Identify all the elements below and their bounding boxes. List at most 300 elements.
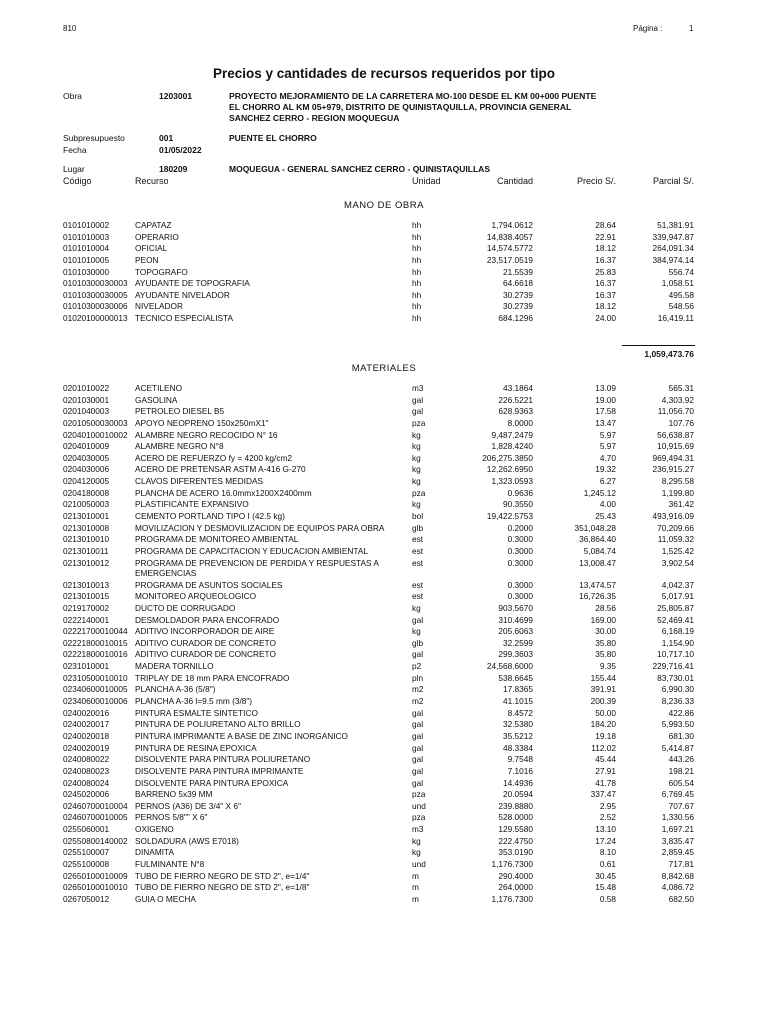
cell-price: 337.47 xyxy=(590,789,616,800)
cell-desc: PINTURA IMPRIMANTE A BASE DE ZINC INORGANICO xyxy=(135,730,348,741)
cell-price: 1,245.12 xyxy=(583,487,616,498)
cell-unit: gal xyxy=(412,742,424,753)
cell-parcial: 4,086.72 xyxy=(661,882,694,893)
cell-price: 16.37 xyxy=(595,289,616,300)
cell-parcial: 339,947.87 xyxy=(652,231,694,242)
cell-desc: NIVELADOR xyxy=(135,301,183,312)
col-precio: Precio S/. xyxy=(576,176,616,186)
cell-desc: PROGRAMA DE CAPACITACION Y EDUCACION AMBIENTAL xyxy=(135,545,368,556)
cell-desc: DISOLVENTE PARA PINTURA IMPRIMANTE xyxy=(135,765,304,776)
cell-unit: gal xyxy=(412,614,424,625)
cell-price: 112.02 xyxy=(591,742,616,753)
cell-unit: kg xyxy=(412,429,421,440)
cell-price: 5,084.74 xyxy=(583,545,616,556)
cell-code: 0255100008 xyxy=(63,858,110,869)
obra-label: Obra xyxy=(63,91,82,101)
cell-unit: und xyxy=(412,800,426,811)
cell-unit: glb xyxy=(412,522,424,533)
table-row xyxy=(0,255,768,267)
cell-desc: SOLDADURA (AWS E7018) xyxy=(135,835,239,846)
subpresupuesto-label: Subpresupuesto xyxy=(63,133,125,143)
table-row xyxy=(0,406,768,418)
cell-desc: AYUDANTE DE TOPOGRAFIA xyxy=(135,278,250,289)
subpresupuesto-description: PUENTE EL CHORRO xyxy=(229,133,317,143)
cell-price: 35.80 xyxy=(595,649,616,660)
cell-desc: PERNOS 5/8"" X 6" xyxy=(135,812,208,823)
table-row xyxy=(0,301,768,313)
cell-desc: AYUDANTE NIVELADOR xyxy=(135,289,230,300)
mano-de-obra-total: 1,059,473.76 xyxy=(644,349,694,359)
cell-code: 0213010013 xyxy=(63,579,110,590)
cell-desc: GUIA O MECHA xyxy=(135,893,196,904)
cell-qty: 206,275.3850 xyxy=(482,452,533,463)
cell-desc: TRIPLAY DE 18 mm PARA ENCOFRADO xyxy=(135,672,290,683)
cell-parcial: 605.54 xyxy=(668,777,694,788)
cell-unit: hh xyxy=(412,254,422,265)
cell-code: 0201040003 xyxy=(63,406,110,417)
cell-price: 391.91 xyxy=(590,684,616,695)
cell-code: 0204030005 xyxy=(63,452,110,463)
cell-qty: 538.6645 xyxy=(498,672,533,683)
cell-desc: DUCTO DE CORRUGADO xyxy=(135,602,236,613)
cell-code: 0240020017 xyxy=(63,719,110,730)
table-row xyxy=(0,523,768,535)
cell-price: 22.91 xyxy=(595,231,616,242)
col-cantidad: Cantidad xyxy=(496,176,533,186)
cell-desc: MOVILIZACION Y DESMOVILIZACION DE EQUIPOS PARA OBRA xyxy=(135,522,385,533)
cell-unit: gal xyxy=(412,406,424,417)
cell-qty: 30.2739 xyxy=(503,289,533,300)
cell-qty: 0.9636 xyxy=(507,487,533,498)
cell-price: 41.78 xyxy=(595,777,616,788)
table-row xyxy=(0,684,768,696)
cell-desc: ACERO DE PRETENSAR ASTM A-416 G-270 xyxy=(135,464,306,475)
cell-qty: 239.8880 xyxy=(498,800,533,811)
cell-parcial: 422.86 xyxy=(668,707,694,718)
cell-qty: 0.3000 xyxy=(507,534,533,545)
page-title: Precios y cantidades de recursos requeridos por tipo xyxy=(212,66,556,81)
cell-parcial: 16,419.11 xyxy=(657,313,694,324)
subpresupuesto-code: 001 xyxy=(159,133,174,143)
table-row xyxy=(0,278,768,290)
cell-parcial: 1,330.56 xyxy=(661,812,694,823)
cell-code: 02460700010005 xyxy=(63,812,128,823)
cell-code: 0204120005 xyxy=(63,476,110,487)
cell-code: 0201010022 xyxy=(63,383,110,393)
cell-qty: 264.0000 xyxy=(498,882,533,893)
cell-desc: PLANCHA A-36 l=9.5 mm (3/8") xyxy=(135,696,253,707)
cell-price: 16.37 xyxy=(595,254,616,265)
table-row xyxy=(0,836,768,848)
cell-unit: m2 xyxy=(412,684,424,695)
cell-qty: 14,574.5772 xyxy=(486,243,533,254)
cell-code: 02310500010010 xyxy=(63,672,128,683)
cell-unit: p2 xyxy=(412,661,422,672)
table-row xyxy=(0,464,768,476)
table-row xyxy=(0,743,768,755)
cell-code: 0255060001 xyxy=(63,824,110,835)
table-row xyxy=(0,558,768,580)
cell-unit: est xyxy=(412,545,424,556)
cell-desc: TOPOGRAFO xyxy=(135,266,188,277)
cell-parcial: 6,990.30 xyxy=(661,684,694,695)
cell-parcial: 1,199.80 xyxy=(661,487,694,498)
cell-parcial: 56,638.87 xyxy=(657,429,694,440)
cell-price: 351,048.28 xyxy=(574,522,616,533)
cell-code: 0204010009 xyxy=(63,441,110,452)
cell-code: 0240080023 xyxy=(63,765,110,776)
cell-unit: est xyxy=(412,591,424,602)
table-row xyxy=(0,546,768,558)
cell-desc: PROGRAMA DE PREVENCION DE PERDIDA Y RESPUESTAS A EMERGENCIAS xyxy=(135,557,379,579)
cell-desc: MADERA TORNILLO xyxy=(135,661,214,672)
cell-desc: OFICIAL xyxy=(135,243,168,254)
cell-desc: PEON xyxy=(135,254,159,265)
cell-desc: PETROLEO DIESEL B5 xyxy=(135,406,225,417)
cell-parcial: 681.30 xyxy=(668,730,694,741)
cell-price: 35.80 xyxy=(595,637,616,648)
cell-parcial: 25,805.87 xyxy=(657,602,694,613)
cell-price: 45.44 xyxy=(595,754,616,765)
cell-price: 6.27 xyxy=(599,476,616,487)
cell-parcial: 1,697.21 xyxy=(661,824,694,835)
cell-code: 0240020016 xyxy=(63,707,110,718)
cell-price: 2.95 xyxy=(599,800,616,811)
cell-qty: 0.3000 xyxy=(507,579,533,590)
cell-desc: OPERARIO xyxy=(135,231,179,242)
table-row xyxy=(0,430,768,442)
table-row xyxy=(0,511,768,523)
cell-qty: 310.4699 xyxy=(498,614,533,625)
cell-code: 0101010005 xyxy=(63,254,110,265)
table-row xyxy=(0,661,768,673)
cell-parcial: 6,769.45 xyxy=(661,789,694,800)
cell-unit: kg xyxy=(412,441,421,452)
cell-qty: 30.2739 xyxy=(503,301,533,312)
cell-qty: 226.5221 xyxy=(498,394,533,405)
cell-desc: ACERO DE REFUERZO fy = 4200 kg/cm2 xyxy=(135,452,292,463)
table-row xyxy=(0,534,768,546)
cell-parcial: 548.56 xyxy=(668,301,694,312)
cell-desc: ALAMBRE NEGRO N°8 xyxy=(135,441,224,452)
cell-parcial: 443.26 xyxy=(668,754,694,765)
col-recurso: Recurso xyxy=(135,176,169,186)
cell-qty: 24,568.6000 xyxy=(486,661,533,672)
cell-price: 18.12 xyxy=(595,243,616,254)
cell-unit: pza xyxy=(412,789,426,800)
cell-unit: kg xyxy=(412,476,421,487)
cell-code: 02221800010016 xyxy=(63,649,128,660)
cell-qty: 14.4936 xyxy=(503,777,533,788)
cell-price: 25.43 xyxy=(595,511,616,522)
table-row xyxy=(0,603,768,615)
cell-parcial: 6,168.19 xyxy=(661,626,694,637)
cell-desc: CEMENTO PORTLAND TIPO I (42.5 kg) xyxy=(135,511,285,522)
cell-unit: bol xyxy=(412,511,424,522)
table-row xyxy=(0,591,768,603)
cell-desc: PLANCHA DE ACERO 16.0mmx1200X2400mm xyxy=(135,487,312,498)
cell-price: 18.12 xyxy=(595,301,616,312)
cell-code: 02340600010006 xyxy=(63,696,128,707)
cell-code: 02460700010004 xyxy=(63,800,128,811)
cell-parcial: 493,916.09 xyxy=(652,511,694,522)
cell-price: 28.56 xyxy=(595,602,616,613)
table-row xyxy=(0,731,768,743)
page-number: 1 xyxy=(689,24,694,33)
cell-price: 36,864.40 xyxy=(579,534,616,545)
cell-code: 0101030000 xyxy=(63,266,110,277)
table-row xyxy=(0,859,768,871)
cell-desc: GASOLINA xyxy=(135,394,178,405)
cell-code: 02550800140002 xyxy=(63,835,128,846)
cell-unit: m xyxy=(412,870,419,881)
cell-parcial: 4,303.92 xyxy=(661,394,694,405)
cell-desc: DISOLVENTE PARA PINTURA POLIURETANO xyxy=(135,754,311,765)
cell-parcial: 4,042.37 xyxy=(661,579,694,590)
cell-qty: 1,794.0612 xyxy=(491,220,533,230)
cell-parcial: 11,059.32 xyxy=(657,534,694,545)
cell-code: 0101010004 xyxy=(63,243,110,254)
cell-parcial: 11,056.70 xyxy=(657,406,694,417)
cell-price: 4.00 xyxy=(599,499,616,510)
cell-code: 0222140001 xyxy=(63,614,110,625)
cell-price: 17.24 xyxy=(595,835,616,846)
cell-parcial: 3,902.54 xyxy=(661,557,694,568)
cell-price: 0.61 xyxy=(599,858,616,869)
cell-qty: 1,828.4240 xyxy=(491,441,533,452)
cell-parcial: 5,993.50 xyxy=(661,719,694,730)
cell-parcial: 384,974.14 xyxy=(652,254,694,265)
cell-qty: 43.1864 xyxy=(503,383,533,393)
cell-price: 155.44 xyxy=(590,672,616,683)
table-row xyxy=(0,267,768,279)
cell-unit: hh xyxy=(412,278,422,289)
cell-price: 24.00 xyxy=(595,313,616,324)
cell-code: 01010300030005 xyxy=(63,289,128,300)
cell-price: 19.00 xyxy=(595,394,616,405)
cell-price: 200.39 xyxy=(590,696,616,707)
cell-price: 13,474.57 xyxy=(579,579,616,590)
cell-unit: gal xyxy=(412,765,424,776)
cell-qty: 8.4572 xyxy=(507,707,533,718)
cell-code: 0213010012 xyxy=(63,557,110,568)
cell-code: 02650100010009 xyxy=(63,870,128,881)
table-row xyxy=(0,453,768,465)
cell-qty: 528.0000 xyxy=(498,812,533,823)
cell-parcial: 969,494.31 xyxy=(652,452,694,463)
cell-price: 8.10 xyxy=(599,847,616,858)
cell-parcial: 52,469.41 xyxy=(657,614,694,625)
cell-price: 169.00 xyxy=(590,614,616,625)
cell-qty: 12,262.6950 xyxy=(486,464,533,475)
cell-parcial: 1,058.51 xyxy=(661,278,694,289)
cell-parcial: 361.42 xyxy=(668,499,694,510)
cell-price: 2.52 xyxy=(599,812,616,823)
cell-parcial: 8,295.58 xyxy=(661,476,694,487)
table-row xyxy=(0,243,768,255)
cell-parcial: 10,717.10 xyxy=(657,649,694,660)
table-row xyxy=(0,313,768,325)
cell-price: 16,726.35 xyxy=(579,591,616,602)
cell-qty: 17.8365 xyxy=(503,684,533,695)
cell-qty: 64.6618 xyxy=(503,278,533,289)
cell-price: 17.58 xyxy=(595,406,616,417)
cell-unit: kg xyxy=(412,847,421,858)
table-row xyxy=(0,232,768,244)
cell-unit: pza xyxy=(412,487,426,498)
cell-price: 30.45 xyxy=(595,870,616,881)
cell-qty: 48.3384 xyxy=(503,742,533,753)
table-row xyxy=(0,801,768,813)
cell-desc: PROGRAMA DE MONITOREO AMBIENTAL xyxy=(135,534,299,545)
cell-desc: TECNICO ESPECIALISTA xyxy=(135,313,234,324)
materiales-rows xyxy=(0,383,768,906)
cell-unit: glb xyxy=(412,637,424,648)
cell-qty: 14,838.4057 xyxy=(486,231,533,242)
table-row xyxy=(0,418,768,430)
cell-qty: 19,422.5753 xyxy=(486,511,533,522)
cell-qty: 9,487.2479 xyxy=(491,429,533,440)
cell-code: 0267050012 xyxy=(63,893,110,904)
cell-parcial: 717.81 xyxy=(668,858,694,869)
cell-desc: ADITIVO CURADOR DE CONCRETO xyxy=(135,649,276,660)
table-row xyxy=(0,383,768,395)
cell-code: 0210050003 xyxy=(63,499,110,510)
table-row xyxy=(0,894,768,906)
col-unidad: Unidad xyxy=(412,176,441,186)
cell-unit: kg xyxy=(412,452,421,463)
cell-code: 0213010008 xyxy=(63,522,110,533)
cell-code: 0204180008 xyxy=(63,487,110,498)
cell-desc: ALAMBRE NEGRO RECOCIDO N° 16 xyxy=(135,429,278,440)
table-row xyxy=(0,708,768,720)
cell-parcial: 51,381.91 xyxy=(657,220,694,230)
cell-desc: PERNOS (A36) DE 3/4" X 6" xyxy=(135,800,241,811)
cell-qty: 32.2599 xyxy=(503,637,533,648)
cell-unit: pln xyxy=(412,672,424,683)
section-title-mano-de-obra: MANO DE OBRA xyxy=(344,200,424,211)
mano-de-obra-rows xyxy=(0,220,768,325)
cell-unit: est xyxy=(412,557,424,568)
table-row xyxy=(0,638,768,650)
cell-unit: m3 xyxy=(412,824,424,835)
cell-unit: kg xyxy=(412,499,421,510)
cell-desc: TUBO DE FIERRO NEGRO DE STD 2", e=1/4" xyxy=(135,870,310,881)
cell-parcial: 70,209.66 xyxy=(657,522,694,533)
cell-unit: hh xyxy=(412,220,422,230)
cell-price: 27.91 xyxy=(595,765,616,776)
cell-qty: 23,517.0519 xyxy=(486,254,533,265)
cell-qty: 20.0594 xyxy=(503,789,533,800)
cell-desc: FULMINANTE N°8 xyxy=(135,858,205,869)
cell-desc: PROGRAMA DE ASUNTOS SOCIALES xyxy=(135,579,283,590)
lugar-description: MOQUEGUA - GENERAL SANCHEZ CERRO - QUINISTAQUILLAS xyxy=(229,164,490,174)
cell-parcial: 264,091.34 xyxy=(652,243,694,254)
cell-parcial: 198.21 xyxy=(668,765,694,776)
table-row xyxy=(0,824,768,836)
cell-unit: gal xyxy=(412,394,424,405)
cell-desc: OXIGENO xyxy=(135,824,174,835)
cell-qty: 32.5380 xyxy=(503,719,533,730)
cell-price: 13,008.47 xyxy=(579,557,616,568)
cell-qty: 41.1015 xyxy=(503,696,533,707)
cell-parcial: 707.67 xyxy=(668,800,694,811)
cell-qty: 1,323.0593 xyxy=(491,476,533,487)
cell-unit: gal xyxy=(412,777,424,788)
cell-price: 5.97 xyxy=(599,441,616,452)
cell-price: 19.32 xyxy=(595,464,616,475)
cell-qty: 290.4000 xyxy=(498,870,533,881)
cell-code: 0240020018 xyxy=(63,730,110,741)
cell-unit: hh xyxy=(412,301,422,312)
cell-desc: DINAMITA xyxy=(135,847,175,858)
cell-code: 02010500030003 xyxy=(63,417,128,428)
cell-unit: m2 xyxy=(412,696,424,707)
cell-qty: 903.5670 xyxy=(498,602,533,613)
subtotal-divider xyxy=(622,345,695,346)
cell-qty: 628.9363 xyxy=(498,406,533,417)
cell-qty: 684.1296 xyxy=(498,313,533,324)
table-row xyxy=(0,778,768,790)
cell-unit: m xyxy=(412,882,419,893)
cell-desc: ACETILENO xyxy=(135,383,183,393)
cell-price: 13.09 xyxy=(595,383,616,393)
table-row xyxy=(0,626,768,638)
cell-code: 0219170002 xyxy=(63,602,110,613)
table-row xyxy=(0,615,768,627)
cell-parcial: 682.50 xyxy=(668,893,694,904)
cell-parcial: 495.58 xyxy=(668,289,694,300)
table-row xyxy=(0,882,768,894)
cell-qty: 90.3550 xyxy=(503,499,533,510)
fecha-label: Fecha xyxy=(63,145,87,155)
cell-code: 0101010002 xyxy=(63,220,110,230)
table-row xyxy=(0,290,768,302)
col-codigo: Código xyxy=(63,176,92,186)
lugar-label: Lugar xyxy=(63,164,85,174)
obra-code: 1203001 xyxy=(159,91,193,101)
cell-parcial: 5,017.91 xyxy=(661,591,694,602)
report-code: 810 xyxy=(63,24,77,33)
cell-unit: gal xyxy=(412,754,424,765)
col-parcial: Parcial S/. xyxy=(652,176,694,186)
cell-desc: PLASTIFICANTE EXPANSIVO xyxy=(135,499,249,510)
cell-price: 28.64 xyxy=(595,220,616,230)
table-row xyxy=(0,673,768,685)
cell-unit: kg xyxy=(412,464,421,475)
cell-code: 0231010001 xyxy=(63,661,110,672)
cell-parcial: 236,915.27 xyxy=(652,464,694,475)
cell-code: 0255100007 xyxy=(63,847,110,858)
cell-code: 0213010015 xyxy=(63,591,110,602)
cell-code: 0201030001 xyxy=(63,394,110,405)
table-row xyxy=(0,441,768,453)
cell-desc: BARRENO 5x39 MM xyxy=(135,789,213,800)
table-row xyxy=(0,754,768,766)
cell-unit: hh xyxy=(412,313,422,324)
cell-unit: pza xyxy=(412,812,426,823)
cell-code: 02040100010002 xyxy=(63,429,128,440)
table-row xyxy=(0,649,768,661)
cell-code: 02650100010010 xyxy=(63,882,128,893)
cell-qty: 0.3000 xyxy=(507,545,533,556)
cell-code: 0213010001 xyxy=(63,511,110,522)
cell-desc: DISOLVENTE PARA PINTURA EPOXICA xyxy=(135,777,289,788)
cell-qty: 353.0190 xyxy=(498,847,533,858)
cell-price: 15.48 xyxy=(595,882,616,893)
cell-code: 0240020019 xyxy=(63,742,110,753)
cell-qty: 205.6063 xyxy=(498,626,533,637)
